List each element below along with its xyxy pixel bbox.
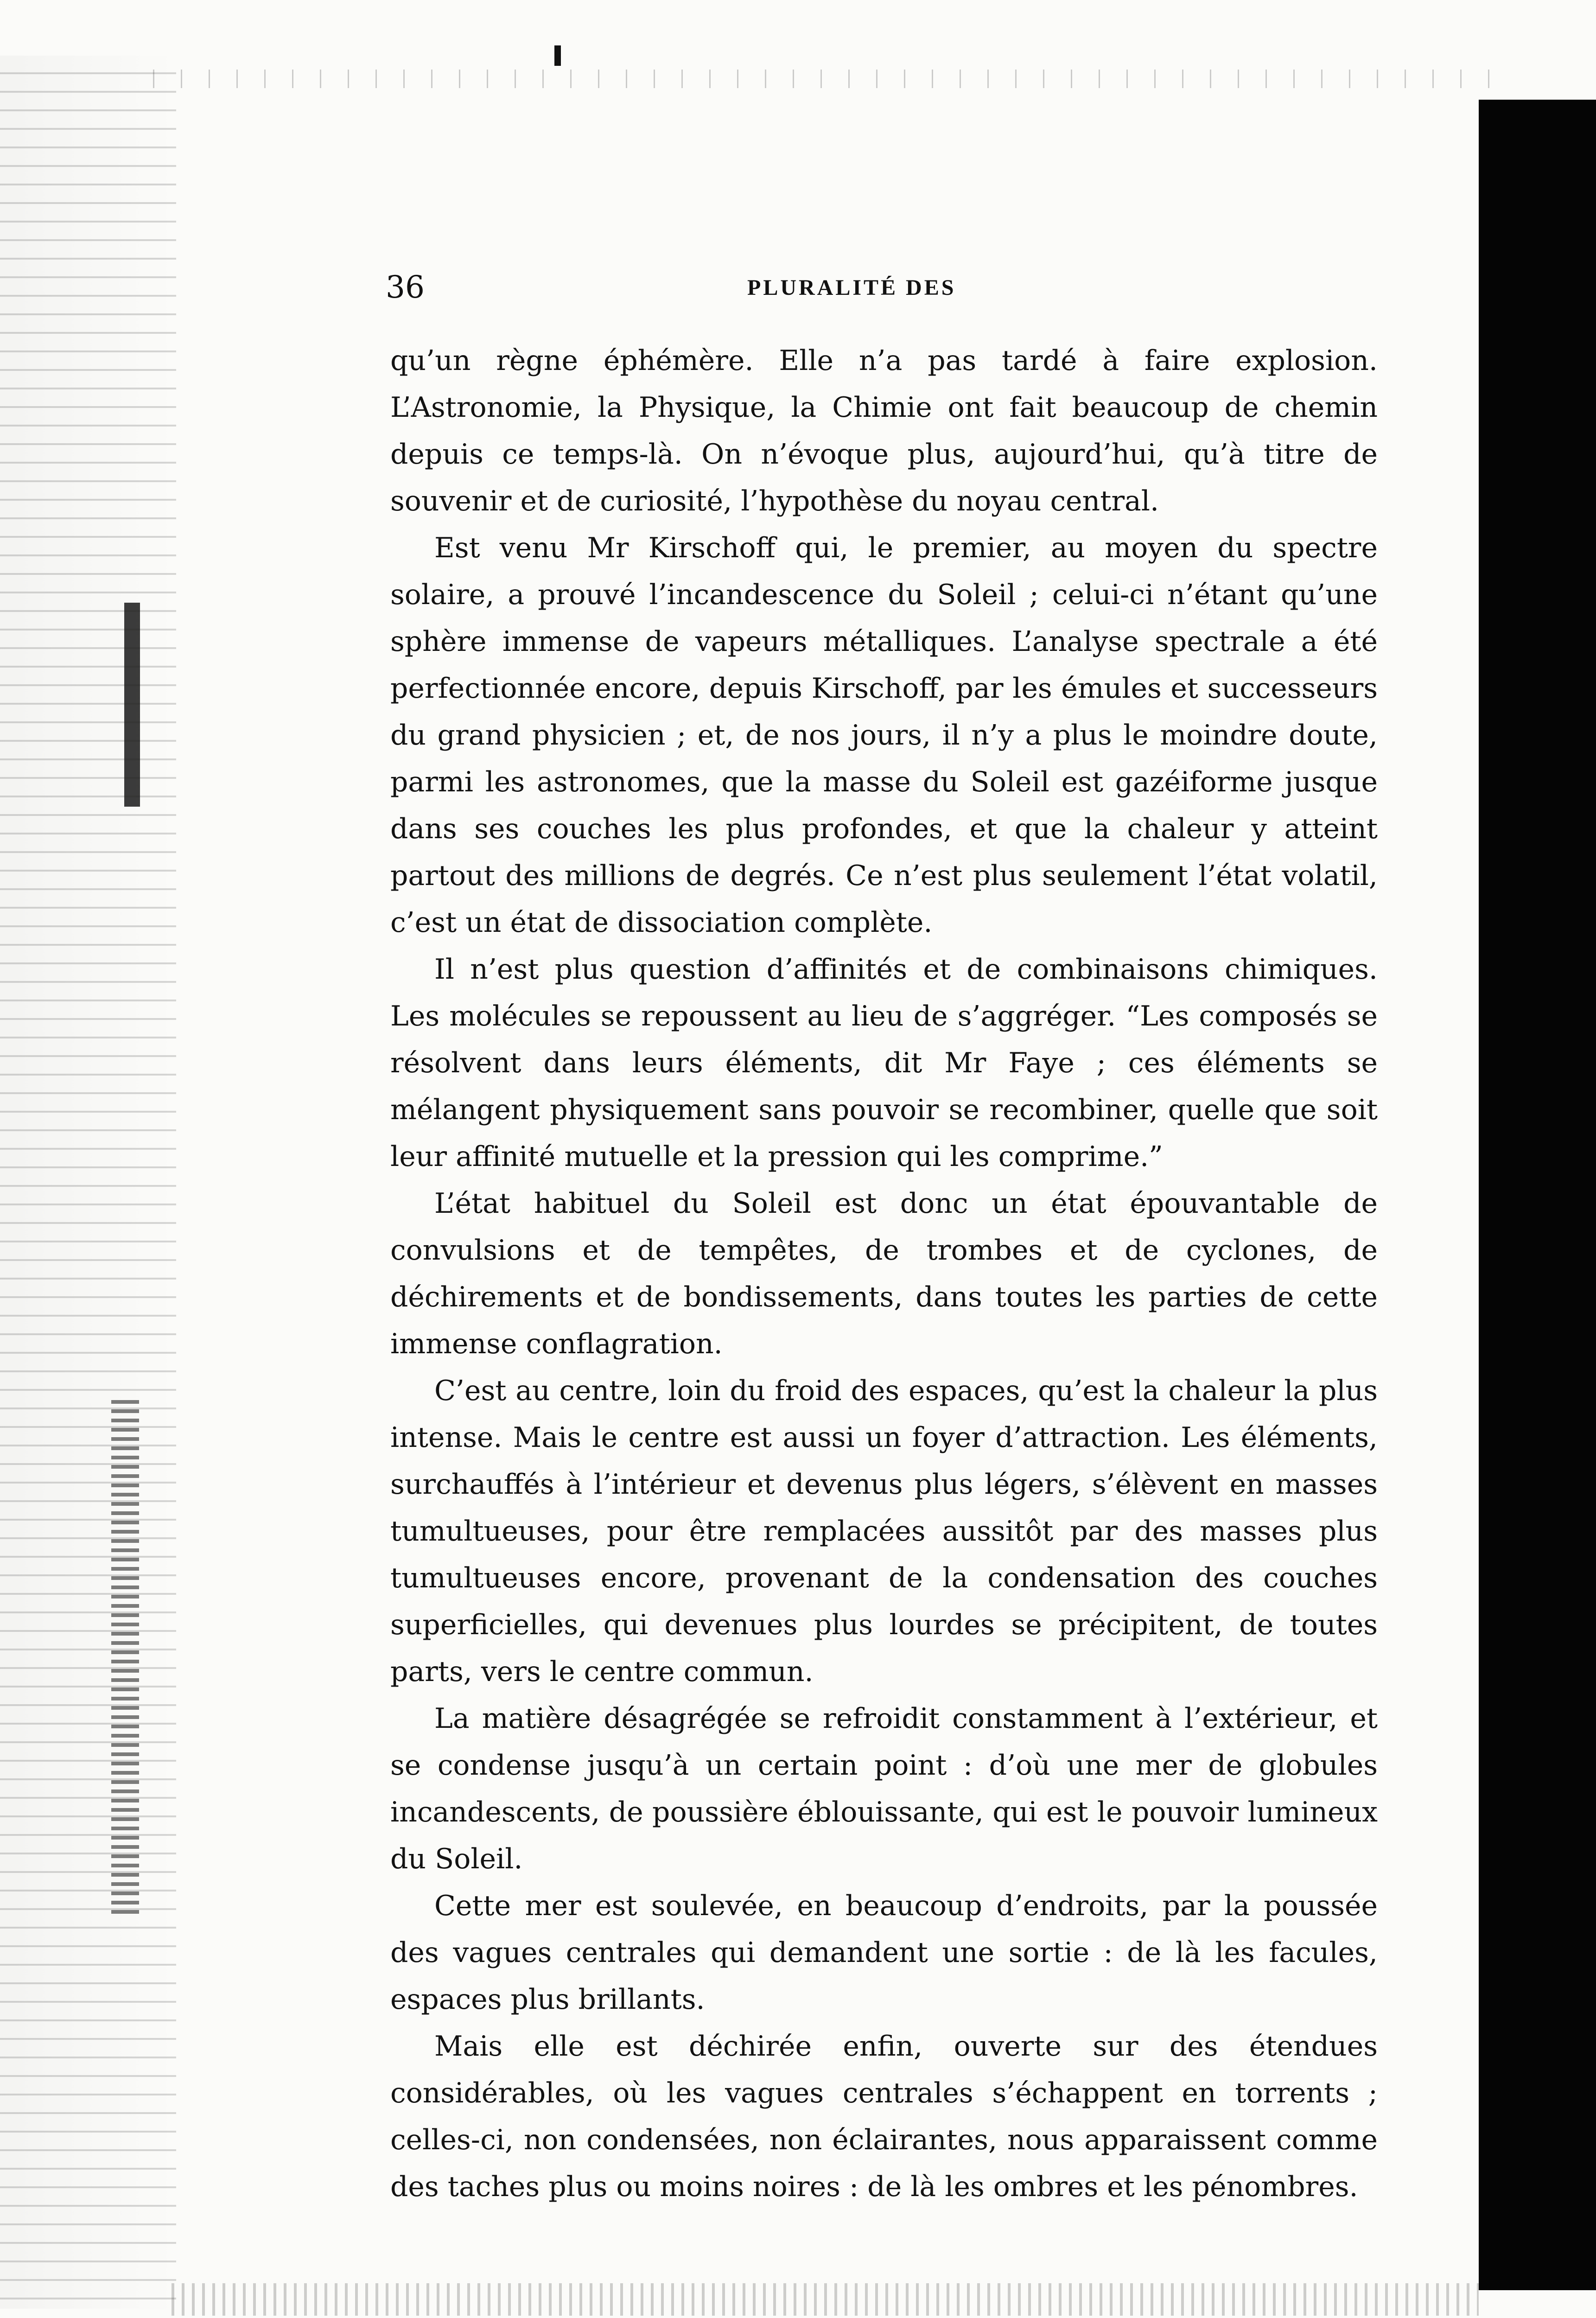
scan-top-noise [153, 70, 1497, 88]
paragraph: C’est au centre, loin du froid des espaces, qu’est la chaleur la plus intense. Mais le centre est aussi un foyer d’attraction. Les éléments, surchauffés à l’intérieur et devenus plus légers, s’élèvent en masses tumultueuses, pour être remplacées aussitôt par des masses plus tumultueuses encore, provenant de la condensation des couches superficielles, qui devenues plus lourdes se précipitent, de toutes parts, vers le centre commun. [390, 1375, 1378, 1688]
body-text [390, 338, 1378, 2210]
scan-top-mark [554, 45, 561, 66]
paragraph: Est venu Mr Kirschoff qui, le premier, au moyen du spectre solaire, a prouvé l’incandescence du Soleil ; celui-ci n’étant qu’une sphère immense de vapeurs métalliques. L’analyse spectrale a été perfectionnée encore, depuis Kirschoff, par les émules et successeurs du grand physicien ; et, de nos jours, il n’y a plus le moindre doute, parmi les astronomes, que la masse du Soleil est gazéiforme jusque dans ses couches les plus profondes, et que la chaleur y atteint partout des millions de degrés. Ce n’est plus seulement l’état volatil, c’est un état de dissociation complète. [390, 532, 1378, 939]
binding-edge [0, 56, 176, 2309]
paragraph: La matière désagrégée se refroidit constamment à l’extérieur, et se condense jusqu’à un certain point : d’où une mer de globules incandescents, de poussière éblouissante, qui est le pouvoir lumineux du Soleil. [390, 1702, 1378, 1875]
page-number: 36 [386, 269, 425, 305]
paragraph: Mais elle est déchirée enfin, ouverte sur des étendues considérables, où les vagues centrales s’échappent en torrents ; celles-ci, non condensées, non éclairantes, nous apparaissent comme des taches plus ou moins noires : de là les ombres et les pénombres. [390, 2030, 1378, 2203]
scan-bottom-noise [172, 2283, 1479, 2316]
running-head: PLURALITÉ DES [747, 275, 956, 300]
paragraph: qu’un règne éphémère. Elle n’a pas tardé à faire explosion. L’Astronomie, la Physique, la Chimie ont fait beaucoup de chemin depuis ce temps-là. On n’évoque plus, aujourd’hui, qu’à titre de souvenir et de curiosité, l’hypothèse du noyau central. [390, 344, 1378, 517]
paragraph: L’état habituel du Soleil est donc un état épouvantable de convulsions et de tempêtes, de trombes et de cyclones, de déchirements et de bondissements, dans toutes les parties de cette immense conflagration. [390, 1187, 1378, 1360]
binding-shadow [124, 603, 140, 807]
paragraph: Il n’est plus question d’affinités et de combinaisons chimiques. Les molécules se repoussent au lieu de s’aggréger. “Les composés se résolvent dans leurs éléments, dit Mr Faye ; ces éléments se mélangent physiquement sans pouvoir se recombiner, quelle que soit leur affinité mutuelle et la pression qui les comprime.” [390, 953, 1378, 1173]
paragraph: Cette mer est soulevée, en beaucoup d’endroits, par la poussée des vagues centrales qui demandent une sortie : de là les facules, espaces plus brillants. [390, 1890, 1378, 2016]
page-header [386, 269, 1366, 306]
scan-right-edge-bar [1479, 100, 1596, 2290]
binding-shadow-lower [111, 1400, 139, 1919]
